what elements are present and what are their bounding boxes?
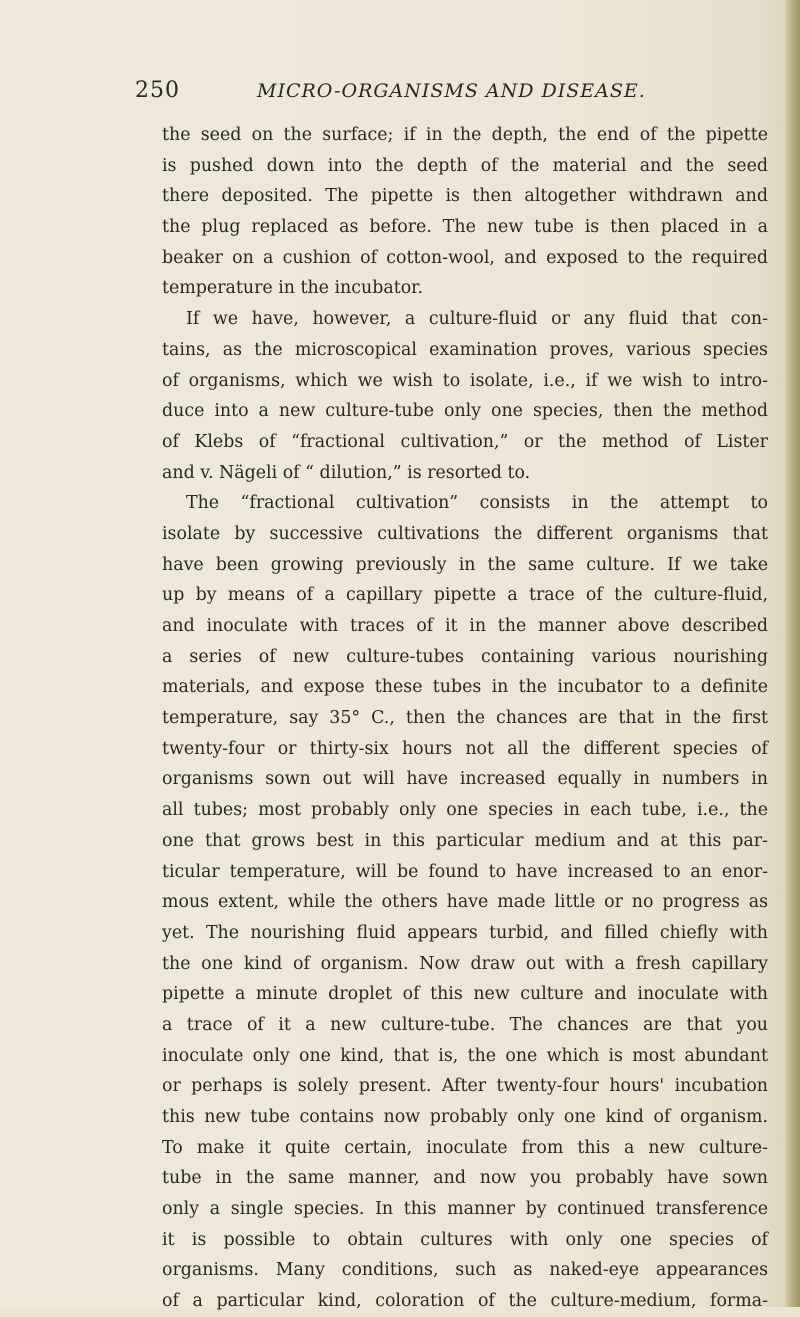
text-line: of a particular kind, coloration of the culture-medium, forma-	[162, 1291, 768, 1312]
text-line: temperature, say 35° C., then the chances are that in the first	[162, 708, 768, 729]
text-line: organisms. Many conditions, such as naked-eye appearances	[162, 1260, 768, 1281]
text-line: temperature in the incubator.	[162, 278, 424, 299]
text-line: or perhaps is solely present. After twenty-four hours' incubation	[162, 1076, 768, 1097]
text-line: it is possible to obtain cultures with only one species of	[162, 1229, 768, 1250]
text-line: a series of new culture-tubes containing various nourishing	[162, 646, 768, 667]
running-head: MICRO-ORGANISMS AND DISEASE.	[257, 80, 646, 102]
text-line: tains, as the microscopical examination proves, various species	[162, 339, 768, 360]
text-line: only a single species. In this manner by continued transference	[162, 1199, 768, 1220]
text-line: one that grows best in this particular medium and at this par-	[162, 830, 768, 851]
text-line: ticular temperature, will be found to have increased to an enor-	[162, 861, 768, 882]
text-line: this new tube contains now probably only one kind of organism.	[162, 1107, 768, 1127]
text-line: all tubes; most probably only one species in each tube, i.e., the	[162, 800, 768, 821]
text-line: and v. Nägeli of “ dilution,” is resorted to.	[162, 462, 531, 483]
text-line: yet. The nourishing fluid appears turbid, and filled chiefly with	[162, 922, 768, 943]
text-line: and inoculate with traces of it in the manner above described	[162, 616, 768, 636]
text-line: organisms sown out will have increased equally in numbers in	[162, 769, 768, 790]
text-line: have been growing previously in the same culture. If we take	[162, 554, 768, 575]
page-header	[135, 78, 765, 108]
text-line: inoculate only one kind, that is, the one which is most abundant	[162, 1045, 768, 1066]
text-line: twenty-four or thirty-six hours not all the different species of	[162, 738, 768, 759]
text-line: materials, and expose these tubes in the incubator to a definite	[162, 677, 768, 698]
text-line: up by means of a capillary pipette a trace of the culture-fluid,	[162, 585, 768, 606]
text-line: pipette a minute droplet of this new culture and inoculate with	[162, 984, 768, 1005]
text-line: To make it quite certain, inoculate from this a new culture-	[162, 1137, 768, 1158]
page-number: 250	[135, 78, 180, 103]
text-line: a trace of it a new culture-tube. The chances are that you	[162, 1014, 768, 1035]
body-text	[162, 120, 768, 1317]
text-line: duce into a new culture-tube only one species, then the method	[162, 401, 768, 422]
text-line: there deposited. The pipette is then altogether withdrawn and	[162, 186, 768, 207]
text-line: If we have, however, a culture-fluid or any fluid that con-	[186, 309, 768, 330]
text-line: mous extent, while the others have made little or no progress as	[162, 892, 768, 913]
text-line: is pushed down into the depth of the material and the seed	[162, 155, 768, 176]
text-line: isolate by successive cultivations the different organisms that	[162, 523, 768, 544]
text-line: the plug replaced as before. The new tube is then placed in a	[162, 217, 768, 238]
text-line: tube in the same manner, and now you probably have sown	[162, 1168, 768, 1189]
text-line: The “fractional cultivation” consists in the attempt to	[186, 493, 768, 514]
text-line: the seed on the surface; if in the depth, the end of the pipette	[162, 125, 768, 145]
text-line: the one kind of organism. Now draw out with a fresh capillary	[162, 953, 768, 974]
text-line: beaker on a cushion of cotton-wool, and exposed to the required	[162, 247, 768, 268]
page-binding-edge	[786, 0, 800, 1307]
text-line: of Klebs of “fractional cultivation,” or the method of Lister	[162, 431, 768, 452]
text-line: of organisms, which we wish to isolate, i.e., if we wish to intro-	[162, 370, 768, 391]
